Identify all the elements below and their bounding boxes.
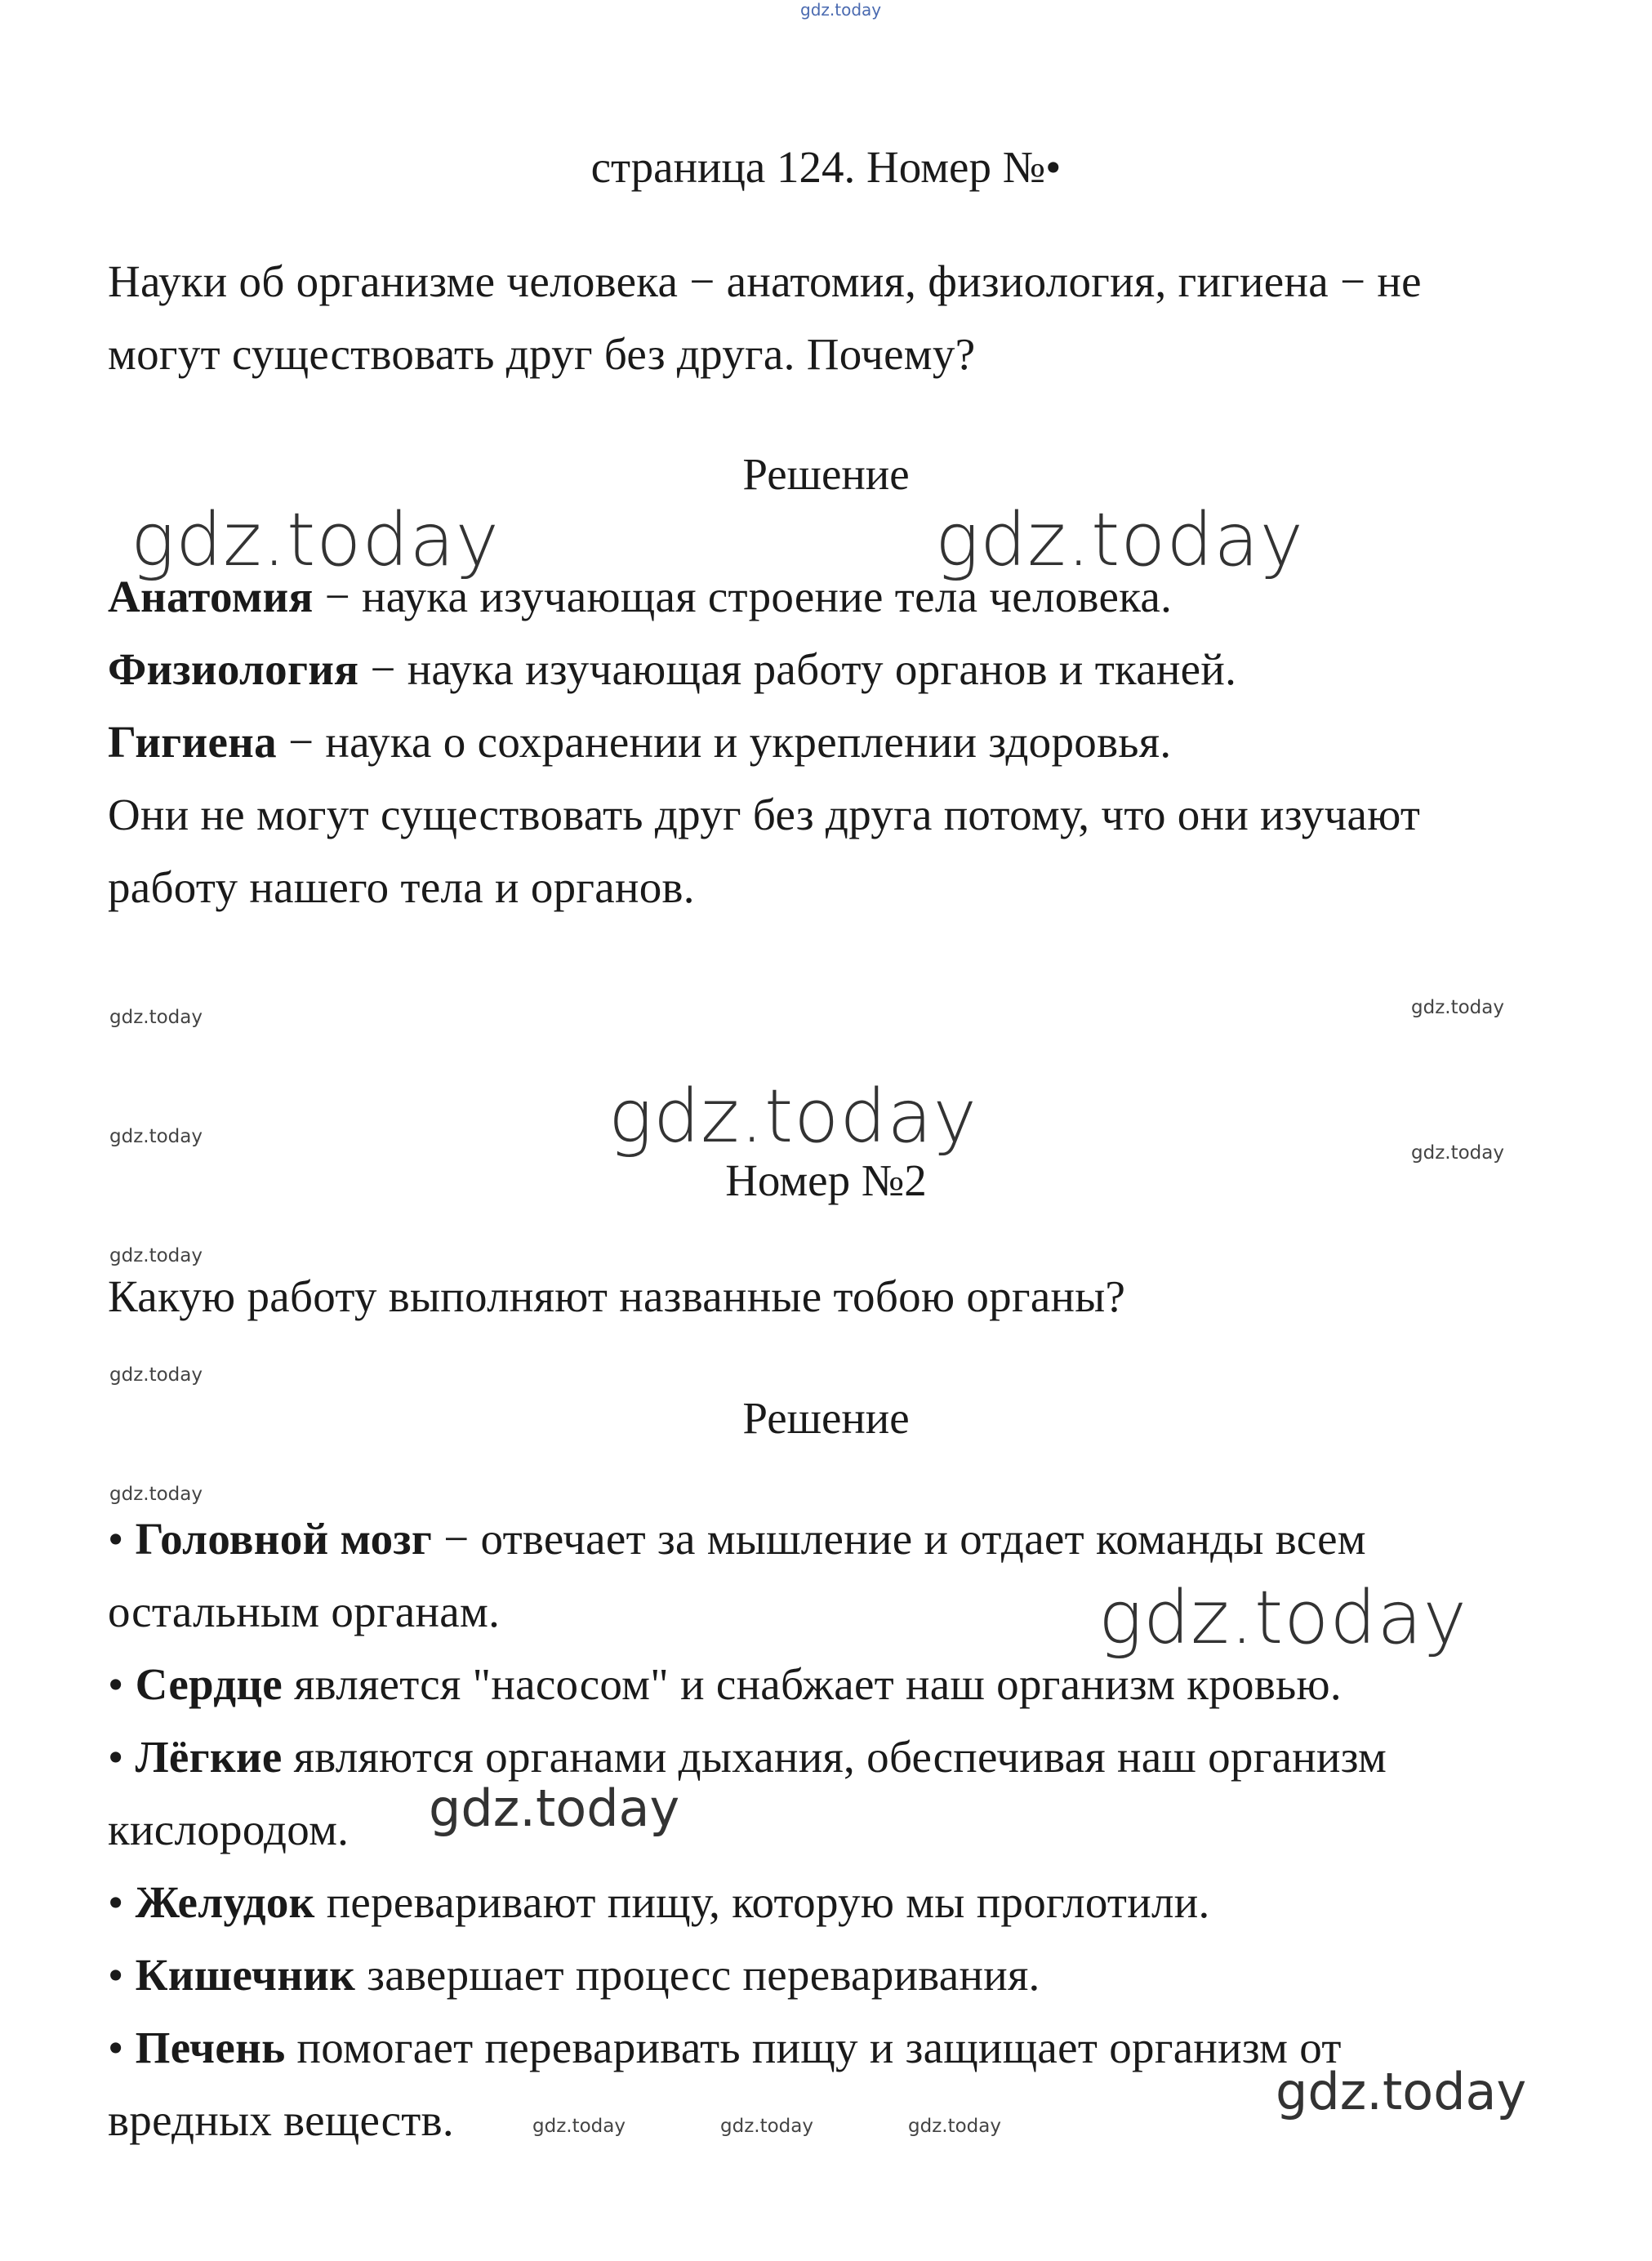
definition-physiology [108, 633, 1236, 705]
watermark-small: gdz.today [109, 1126, 203, 1147]
conclusion-line-1: Они не могут существовать друг без друга потому, что они изучают [108, 790, 1421, 839]
definition-text: − наука изучающая строение тела человека. [313, 572, 1173, 621]
definition-text: − наука изучающая работу органов и тканей. [358, 644, 1237, 694]
definition-term: Гигиена [108, 717, 277, 767]
watermark-small: gdz.today [1411, 1142, 1504, 1164]
organ-text: помогает переваривать пищу и защищает организм от [285, 2023, 1342, 2072]
question-2: Какую работу выполняют названные тобою органы? [108, 1271, 1126, 1321]
list-item-stomach [108, 1866, 1210, 1938]
list-item-lungs-continuation: кислородом. [108, 1805, 350, 1854]
definition-hygiene [108, 705, 1171, 778]
watermark-large: gdz.today [131, 497, 500, 583]
bullet: • [108, 1514, 124, 1564]
organ-text: является "насосом" и снабжает наш организм кровью. [283, 1659, 1342, 1709]
conclusion-line-2: работу нашего тела и органов. [108, 862, 695, 912]
list-item-lungs [108, 1720, 1387, 1793]
solution-label-1: Решение [742, 449, 910, 499]
watermark-small: gdz.today [908, 2116, 1001, 2137]
watermark-top: gdz.today [800, 0, 882, 20]
question-line-1: Науки об организме человека − анатомия, физиология, гигиена − не [108, 256, 1422, 306]
question-line-2: могут существовать друг без друга. Почему? [108, 329, 976, 379]
organ-text: завершает процесс переваривания. [355, 1950, 1040, 2000]
definition-term: Анатомия [108, 572, 314, 621]
organ-text: являются органами дыхания, обеспечивая наш организм [282, 1732, 1387, 1782]
list-item-liver [108, 2011, 1342, 2084]
watermark-small: gdz.today [720, 2116, 813, 2137]
organ-text: − отвечает за мышление и отдает команды всем [432, 1514, 1366, 1564]
list-item-intestine [108, 1938, 1040, 2011]
watermark-small: gdz.today [109, 1484, 203, 1505]
page-heading: страница 124. Номер №• [590, 142, 1062, 192]
organ-term: Кишечник [135, 1950, 356, 2000]
definition-text: − наука о сохранении и укреплении здоровья. [276, 717, 1172, 767]
watermark-medium: gdz.today [429, 1778, 680, 1838]
definition-term: Физиология [108, 644, 359, 694]
watermark-small: gdz.today [1411, 997, 1504, 1018]
watermark-large: gdz.today [608, 1074, 977, 1159]
organ-term: Лёгкие [135, 1732, 283, 1782]
bullet: • [108, 1950, 124, 2000]
organ-term: Головной мозг [135, 1514, 433, 1564]
organ-term: Печень [135, 2023, 286, 2072]
watermark-medium: gdz.today [1276, 2062, 1527, 2121]
organ-term: Желудок [135, 1877, 315, 1927]
watermark-small: gdz.today [109, 1245, 203, 1266]
solution-label-2: Решение [742, 1393, 910, 1443]
bullet: • [108, 1877, 124, 1927]
watermark-small: gdz.today [109, 1364, 203, 1386]
watermark-small: gdz.today [109, 1007, 203, 1028]
bullet: • [108, 2023, 124, 2072]
section-heading-2: Номер №2 [725, 1155, 927, 1205]
bullet: • [108, 1732, 124, 1782]
list-item-liver-continuation: вредных веществ. [108, 2095, 454, 2145]
watermark-large: gdz.today [935, 497, 1304, 583]
list-item-brain [108, 1502, 1366, 1575]
watermark-large: gdz.today [1098, 1575, 1467, 1661]
organ-text: переваривают пищу, которую мы проглотили. [314, 1877, 1210, 1927]
organ-term: Сердце [135, 1659, 283, 1709]
bullet: • [108, 1659, 124, 1709]
watermark-small: gdz.today [532, 2116, 626, 2137]
list-item-brain-continuation: остальным органам. [108, 1587, 501, 1636]
